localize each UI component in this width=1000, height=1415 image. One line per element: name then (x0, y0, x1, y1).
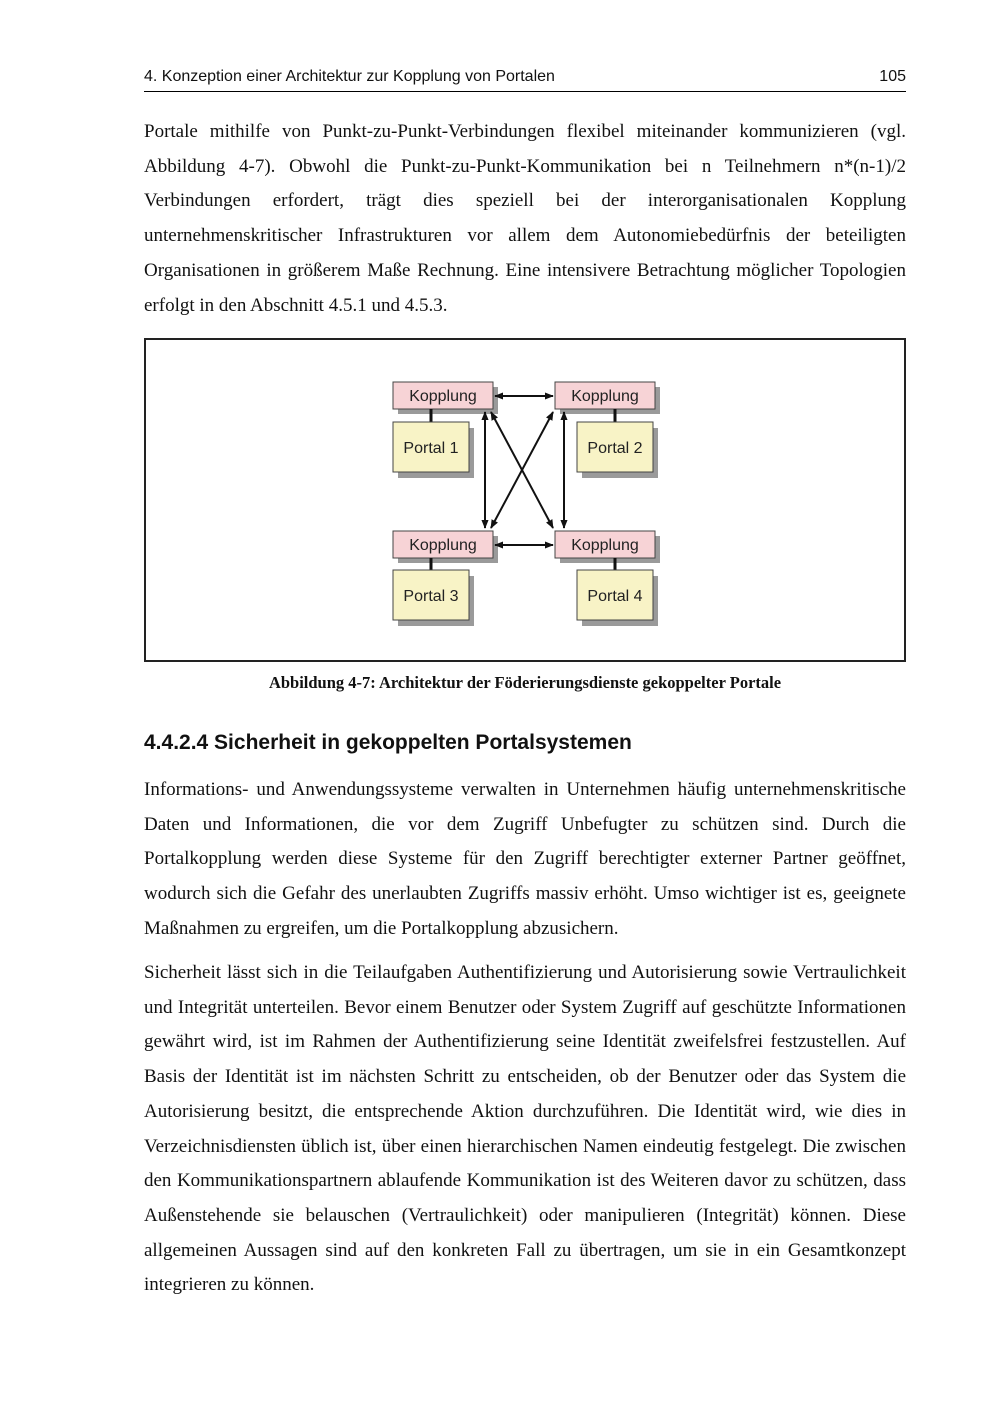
running-title: 4. Konzeption einer Architektur zur Kopplung von Portalen (144, 68, 555, 85)
coupling-label: Kopplung (409, 388, 477, 405)
figure-caption: Abbildung 4-7: Architektur der Föderierungsdienste gekoppelter Portale (268, 673, 782, 692)
portal-label: Portal 4 (587, 588, 643, 605)
coupling-label: Kopplung (571, 537, 639, 554)
coupling-label: Kopplung (409, 537, 477, 554)
page-number: 105 (879, 68, 906, 85)
paragraph-intro: Portale mithilfe von Punkt-zu-Punkt-Verbindungen flexibel miteinander kommunizieren (vgl. Abbildung 4-7). Obwohl die Punkt-zu-Punkt-Kommunikation bei n Teilnehmern n*(n-1)/2 Verbindungen erfordert, trägt dies speziell bei der interorganisationalen Kopplung unternehmenskritischer Infrastrukturen vor allem dem Autonomiebedürfnis der beteiligten Organisationen in größerem Maße Rechnung. Eine intensivere Betrachtung möglicher Topologien erfolgt in den Abschnitt 4.5.1 und 4.5.3. (144, 121, 906, 316)
coupling-diagram (146, 340, 904, 660)
page-header (144, 66, 906, 92)
figure-coupling-architecture (144, 338, 906, 662)
node-portal-3 (393, 531, 498, 626)
portal-label: Portal 3 (403, 588, 459, 605)
section-heading: 4.4.2.4 Sicherheit in gekoppelten Portalsystemen (144, 731, 632, 754)
paragraph-security-tasks: Sicherheit lässt sich in die Teilaufgaben Authentifizierung und Autorisierung sowie Vertraulichkeit und Integrität unterteilen. Bevor einem Benutzer oder System Zugriff auf geschützte Informationen gewährt wird, ist im Rahmen der Authentifizierung seine Identität zweifelsfrei festzustellen. Auf Basis der Identität ist im nächsten Schritt zu entscheiden, ob der Benutzer oder das System die Autorisierung besitzt, die entsprechende Aktion durchzuführen. Die Identität wird, wie dies in Verzeichnisdiensten üblich ist, über einen hierarchischen Namen eindeutig festgelegt. Die zwischen den Kommunikationspartnern ablaufende Kommunikation ist des Weiteren davor zu schützen, dass Außenstehende sie belauschen (Vertraulichkeit) oder manipulieren (Integrität) können. Diese allgemeinen Aussagen sind auf den konkreten Fall zu übertragen, um sie in ein Gesamtkonzept integrieren zu können. (144, 962, 906, 1296)
paragraph-security-intro: Informations- und Anwendungssysteme verwalten in Unternehmen häufig unternehmenskritische Daten und Informationen, die vor dem Zugriff Unbefugter zu schützen sind. Durch die Portalkopplung werden diese Systeme für den Zugriff berechtigter externer Partner geöffnet, wodurch sich die Gefahr des unerlaubten Zugriffs massiv erhöht. Umso wichtiger ist es, geeignete Maßnahmen zu ergreifen, um die Portalkopplung abzusichern. (144, 779, 906, 939)
coupling-label: Kopplung (571, 388, 639, 405)
portal-label: Portal 1 (403, 440, 459, 457)
node-portal-4 (555, 531, 660, 626)
portal-label: Portal 2 (587, 440, 643, 457)
node-portal-2 (555, 382, 660, 478)
node-portal-1 (393, 382, 498, 478)
